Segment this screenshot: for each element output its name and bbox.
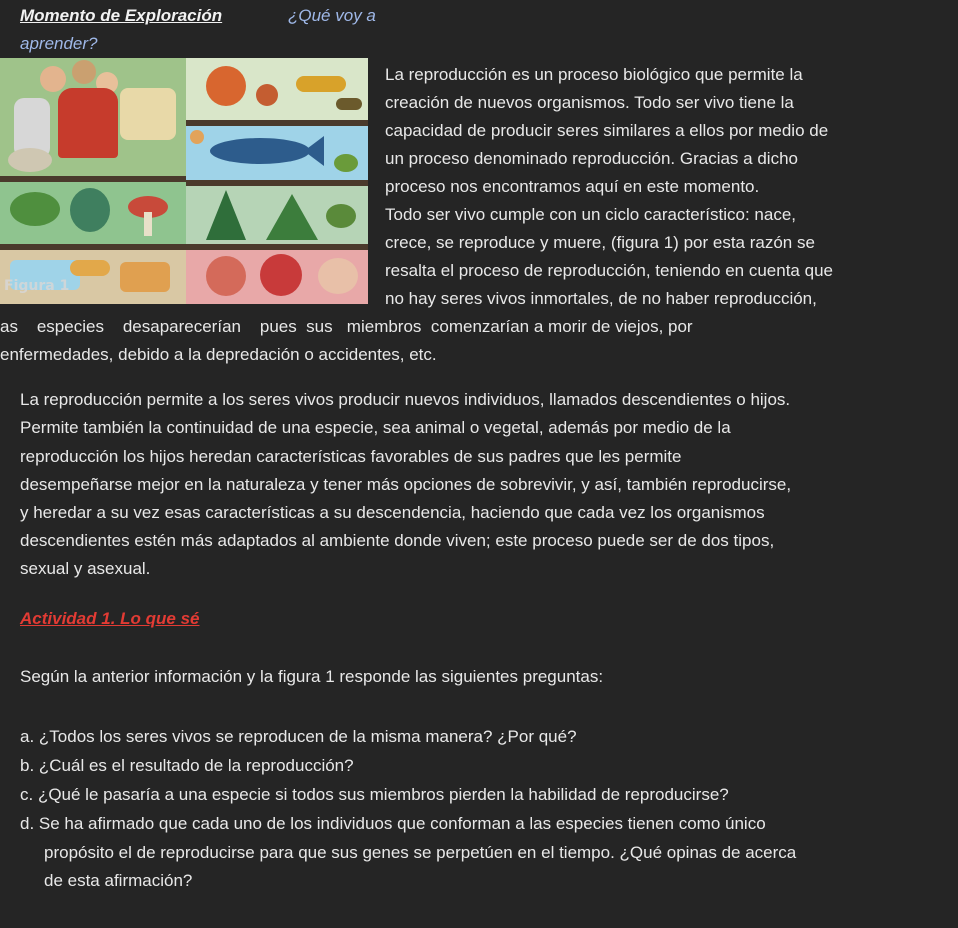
trees-tile: [186, 186, 368, 244]
question-c: c. ¿Qué le pasaría a una especie si todos sus miembros pierden la habilidad de reproducirse?: [20, 785, 729, 804]
activity-instruction: Según la anterior información y la figura 1 responde las siguientes preguntas:: [20, 667, 604, 686]
paragraph-line-7: sexual y asexual.: [20, 559, 151, 578]
intro-line-2: creación de nuevos organismos. Todo ser vivo tiene la: [385, 93, 794, 112]
page-title: Momento de Exploración: [20, 6, 223, 25]
intro-line-7: crece, se reproduce y muere, (figura 1) por esta razón se: [385, 233, 815, 252]
paragraph-line-2: Permite también la continuidad de una especie, sea animal o vegetal, además por medio de la: [20, 418, 731, 437]
question-b: b. ¿Cuál es el resultado de la reproducción?: [20, 756, 354, 775]
paragraph-line-4: desempeñarse mejor en la naturaleza y tener más opciones de sobrevivir, y así, también reproducirse,: [20, 475, 792, 494]
intro-line-4: un proceso denominado reproducción. Gracias a dicho: [385, 149, 798, 168]
paragraph-line-5: y heredar a su vez esas características a su descendencia, haciendo que cada vez los organismos: [20, 503, 765, 522]
intro-wrap-line-2: enfermedades, debido a la depredación o accidentes, etc.: [0, 345, 437, 364]
figure-label: Figura 1: [4, 278, 70, 294]
intro-line-9: no hay seres vivos inmortales, de no haber reproducción,: [385, 289, 817, 308]
activity-title: Actividad 1. Lo que sé: [20, 609, 200, 628]
intro-line-6: Todo ser vivo cumple con un ciclo característico: nace,: [385, 205, 797, 224]
intro-line-5: proceso nos encontramos aquí en este momento.: [385, 177, 760, 196]
animals-tile: [0, 250, 186, 304]
intro-wrap-line-1: as especies desaparecerían pues sus miembros comenzarían a morir de viejos, por: [0, 317, 693, 336]
question-d-end: de esta afirmación?: [44, 871, 193, 890]
intro-line-1: La reproducción es un proceso biológico que permite la: [385, 65, 803, 84]
intro-line-8: resalta el proceso de reproducción, teniendo en cuenta que: [385, 261, 833, 280]
question-d-continued: propósito el de reproducirse para que sus genes se perpetúen en el tiempo. ¿Qué opinas de acerca: [44, 843, 797, 862]
fish-tile: [186, 126, 368, 180]
paragraph-line-6: descendientes estén más adaptados al ambiente donde viven; este proceso puede ser de dos tipos,: [20, 531, 775, 550]
question-d: d. Se ha afirmado que cada uno de los individuos que conforman a las especies tienen como único: [20, 814, 766, 833]
paragraph-line-3: reproducción los hijos heredan características favorables de sus padres que les permite: [20, 447, 682, 466]
marine-insects-tile: [186, 58, 368, 120]
family-tile: [0, 58, 186, 176]
plants-tile: [0, 182, 186, 244]
question-a: a. ¿Todos los seres vivos se reproducen de la misma manera? ¿Por qué?: [20, 727, 577, 746]
section-question-continued: aprender?: [20, 34, 98, 53]
paragraph-line-1: La reproducción permite a los seres vivos producir nuevos individuos, llamados descendientes o hijos.: [20, 390, 791, 409]
intro-line-3: capacidad de producir seres similares a ellos por medio de: [385, 121, 829, 140]
figure-1-illustration: [0, 58, 368, 304]
section-question: ¿Qué voy a: [288, 6, 376, 25]
human-development-tile: [186, 250, 368, 304]
